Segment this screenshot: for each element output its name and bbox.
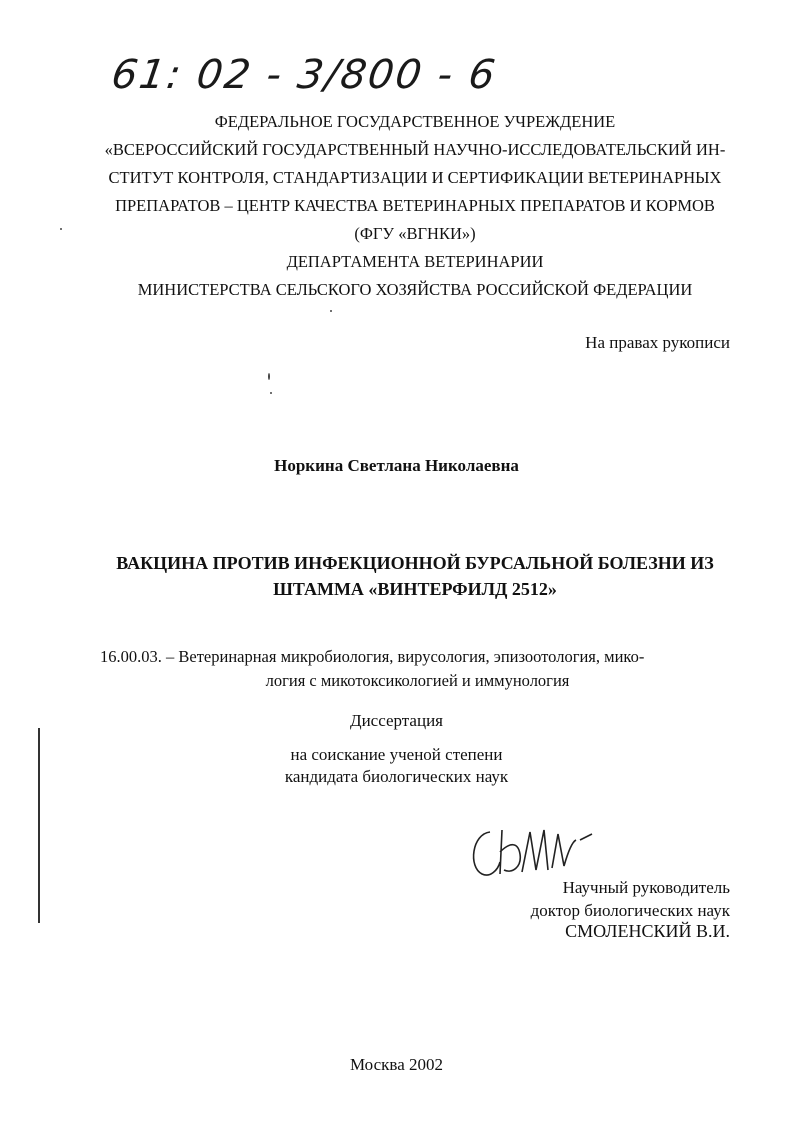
dissertation-title <box>95 550 735 602</box>
institution-line: СТИТУТ КОНТРОЛЯ, СТАНДАРТИЗАЦИИ И СЕРТИФИКАЦИИ ВЕТЕРИНАРНЫХ <box>108 168 722 187</box>
institution-block <box>100 108 730 304</box>
supervisor-degree: доктор биологических наук <box>530 901 730 920</box>
scan-speck <box>270 392 272 394</box>
institution-line: ДЕПАРТАМЕНТА ВЕТЕРИНАРИИ <box>286 252 544 271</box>
institution-line: (ФГУ «ВГНКИ») <box>354 224 476 243</box>
supervisor-role: Научный руководитель <box>562 878 730 897</box>
scan-speck <box>330 310 332 312</box>
specialty-block <box>100 645 735 693</box>
author-name: Норкина Светлана Николаевна <box>274 456 519 475</box>
institution-line: «ВСЕРОССИЙСКИЙ ГОСУДАРСТВЕННЫЙ НАУЧНО-ИССЛЕДОВАТЕЛЬСКИЙ ИН- <box>104 140 726 159</box>
specialty-line-2: логия с микотоксикологией и иммунология <box>265 671 570 690</box>
institution-line: МИНИСТЕРСТВА СЕЛЬСКОГО ХОЗЯЙСТВА РОССИЙСКОЙ ФЕДЕРАЦИИ <box>137 280 693 299</box>
manuscript-note: На правах рукописи <box>585 333 730 352</box>
scan-speck <box>268 373 270 380</box>
degree-line-1: на соискание ученой степени <box>290 745 503 764</box>
work-type: Диссертация <box>349 711 443 730</box>
scan-margin-line <box>38 728 40 923</box>
handwritten-archive-number: 61: 02 - 3/800 - 6 <box>108 52 500 98</box>
place-year: Москва 2002 <box>349 1055 444 1074</box>
institution-line: ПРЕПАРАТОВ – ЦЕНТР КАЧЕСТВА ВЕТЕРИНАРНЫХ ПРЕПАРАТОВ И КОРМОВ <box>115 196 715 215</box>
specialty-line-1: 16.00.03. – Ветеринарная микробиология, вирусология, эпизоотология, мико- <box>100 647 645 666</box>
title-line-1: ВАКЦИНА ПРОТИВ ИНФЕКЦИОННОЙ БУРСАЛЬНОЙ БОЛЕЗНИ ИЗ <box>116 553 714 573</box>
scan-speck <box>60 228 62 230</box>
institution-line: ФЕДЕРАЛЬНОЕ ГОСУДАРСТВЕННОЕ УЧРЕЖДЕНИЕ <box>214 112 616 131</box>
supervisor-name: СМОЛЕНСКИЙ В.И. <box>565 921 730 941</box>
degree-line-2: кандидата биологических наук <box>284 767 509 786</box>
title-line-2: ШТАММА «ВИНТЕРФИЛД 2512» <box>273 579 557 599</box>
